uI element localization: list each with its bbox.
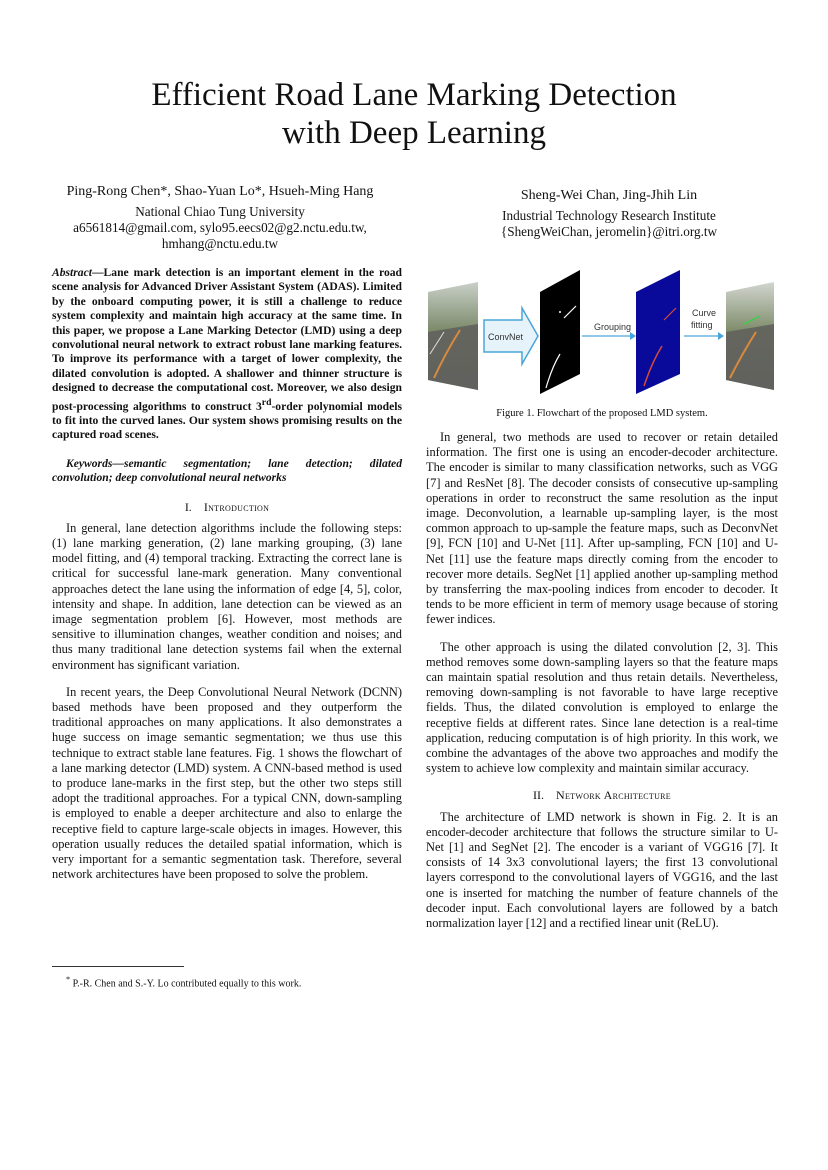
right-paragraph-1: In general, two methods are used to recover or retain detailed information. The first one is using an encoder-decoder architecture. The encoder is similar to many classification networks, such as VGG [7] and ResNet [8]. The decoder consists of consecutive up-sampling operations in order to reconstruct the same resolution as the input image. Deconvolution, a learnable up-sampling layer, is the most common approach to up-sample the feature maps, such as DeconvNet [9], FCN [10] and U-Net [11]. After up-sampling, FCN [10] and U-Net [11] use the feature maps directly coming from the encoder to recover more details. SegNet [1] applied another up-sampling method by transferring the max-pooling indices from encoder to decoder. It tends to be more efficient in term of memory usage because of storing fewer indices. <box>426 430 778 627</box>
figure-1-caption: Figure 1. Flowchart of the proposed LMD system. <box>496 408 708 419</box>
intro-paragraph-2: In recent years, the Deep Convolutional Neural Network (DCNN) based methods have been proposed and they outperform the traditional approaches on many applications. It also demonstrates a huge success on image semantic segmentation; we thus use this technique to extract stable lane features. Fig. 1 shows the flowchart of a lane marking detector (LMD) system. A CNN-based method is used to produce lane-marks in the first step, but the other two steps still adopt the traditional approaches. For a typical CNN, down-sampling is employed to enable a deeper architecture and also to enlarge the receptive field to capture large-scale objects in images. However, this operation usually reduces the detailed spatial information, which is very important for a semantic segmentation task. Therefore, several network architectures have been proposed to solve the problem. <box>52 684 402 882</box>
abstract <box>52 266 402 443</box>
author-names-left: Ping-Rong Chen*, Shao-Yuan Lo*, Hsueh-Ming Hang <box>66 184 374 199</box>
author-names-right: Sheng-Wei Chan, Jing-Jhih Lin <box>520 188 698 203</box>
fitting-label: fitting <box>691 320 713 330</box>
author-block-right <box>420 188 798 240</box>
emails-left-2: hmhang@nctu.edu.tw <box>161 236 279 251</box>
abstract-text-2: -order polynomial models to fit into the curved lanes. Our system shows promising results on the captured road scenes. <box>52 399 402 442</box>
convnet-label: ConvNet <box>488 332 524 342</box>
right-column <box>426 430 778 943</box>
affiliation-left: National Chiao Tung University <box>135 204 305 219</box>
abstract-text-1: —Lane mark detection is an important element in the road scene analysis for Advanced Driver Assistant System (ADAS). Limited by the onboard computing power, it is still a challenge to reduce system complexity and maintain high accuracy at the same time. In this paper, we propose a Lane Marking Detector (LMD) using a deep convolutional neural network to extract robust lane marking features. To improve its performance with a target of lower complexity, the dilated convolution is adopted. A shallower and thinner structure is designed to decrease the computational cost. Moreover, we also design post-processing algorithms to construct 3 <box>52 266 402 413</box>
input-road-image <box>428 282 478 390</box>
right-paragraph-2: The other approach is using the dilated convolution [2, 3]. This method removes some down-sampling layers so that the feature maps can maintain spatial resolution and thus retain details. Nevertheless, removing down-sampling is not favorable to have large receptive fields. Thus, the dilated convolution is employed to enlarge the receptive fields at different rates. Since lane detection is a real-time application, reducing computation is of high priority. In this work, we combine the advantages of the above two approaches and modify the system to achieve low complexity and maintain similar accuracy. <box>426 639 778 776</box>
paper-title <box>0 76 828 152</box>
section-1-heading <box>52 500 402 515</box>
emails-right: {ShengWeiChan, jeromelin}@itri.org.tw <box>500 224 718 239</box>
grouping-arrow <box>582 322 636 340</box>
section-2-heading <box>426 788 778 803</box>
grouped-lane-map <box>636 270 680 394</box>
section-1-title: Introduction <box>203 499 270 514</box>
abstract-superscript: rd <box>261 396 272 408</box>
grouping-label: Grouping <box>594 322 632 332</box>
figure-1 <box>426 262 778 402</box>
footnote <box>66 974 406 990</box>
keywords: Keywords—semantic segmentation; lane detection; dilated convolution; deep convolutional neural networks <box>52 456 402 485</box>
left-column <box>52 266 402 894</box>
footnote-rule <box>52 966 184 967</box>
section-1-number: I. <box>184 499 192 514</box>
footnote-mark: * <box>66 975 71 984</box>
curve-fitting-arrow <box>684 308 724 340</box>
convnet-arrow <box>484 308 538 364</box>
segmentation-map <box>540 270 580 394</box>
figure-1-flowchart <box>426 262 778 402</box>
section-2-number: II. <box>533 788 544 803</box>
affiliation-right: Industrial Technology Research Institute <box>502 208 716 223</box>
footnote-text: P.-R. Chen and S.-Y. Lo contributed equally to this work. <box>72 978 302 990</box>
curve-label: Curve <box>692 308 717 318</box>
architecture-paragraph-1: The architecture of LMD network is shown in Fig. 2. It is an encoder-decoder architecture that follows the structure similar to U-Net [1] and SegNet [2]. The encoder is a variant of VGG16 [7]. It consists of 14 3x3 convolutional layers; the first 13 convolutional layers correspond to the convolutional layers of VGG16, and the last one is inserted for matching the number of feature channels of the decoder input. Each convolutional layers are followed by a batch normalization layer [12] and a rectified linear unit (ReLU). <box>426 809 778 931</box>
abstract-label: Abstract <box>52 266 92 279</box>
output-road-image <box>726 282 774 390</box>
emails-left-1: a6561814@gmail.com, sylo95.eecs02@g2.nctu.edu.tw, <box>73 220 367 235</box>
author-block-left <box>20 184 420 252</box>
title-line-1: Efficient Road Lane Marking Detection <box>151 77 677 113</box>
section-2-title: Network Architecture <box>556 788 671 803</box>
intro-paragraph-1: In general, lane detection algorithms include the following steps: (1) lane marking generation, (2) lane marking grouping, (3) lane model fitting, and (4) temporal tracking. Extracting the correct lane is critical for successful lane-mark generation. Many conventional approaches detect the lane using the information of edge [4, 5], color, intensity and shape. In addition, lane detection can be viewed as an image segmentation problem [6]. However, most methods are sensitive to illumination changes, weather condition and noises; and thus many traditional lane detection systems fail when the external environment has significant variation. <box>52 520 402 672</box>
title-line-2: with Deep Learning <box>282 115 546 151</box>
